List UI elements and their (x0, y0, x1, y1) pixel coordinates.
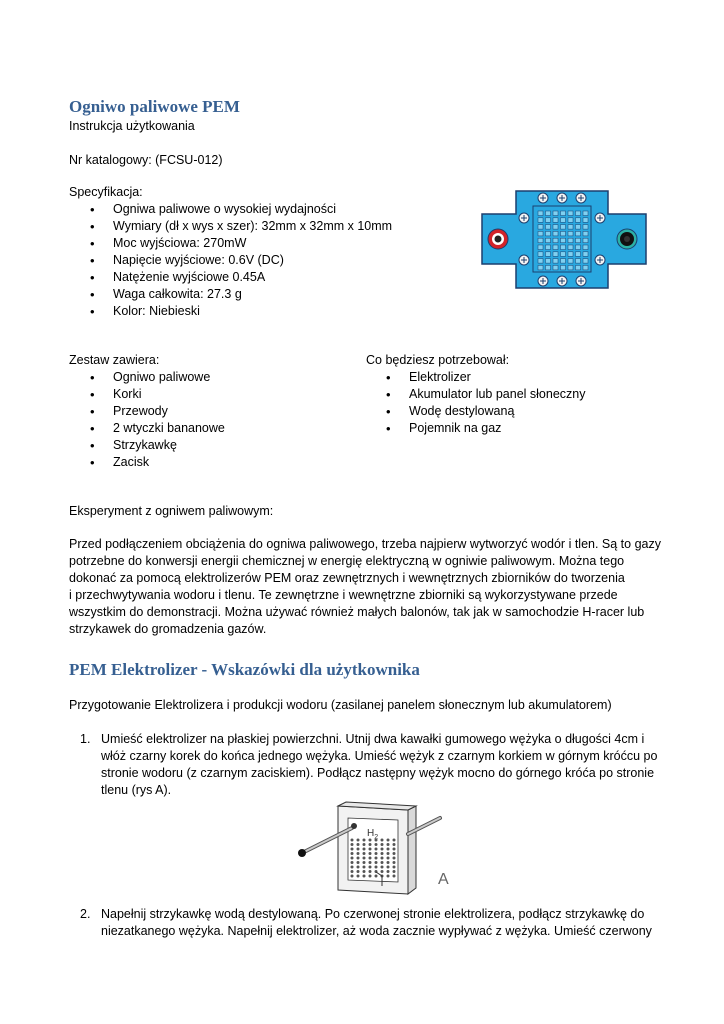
paragraph-line: Przed podłączeniem obciążenia do ogniwa paliwowego, trzeba najpierw wytworzyć wodór i tlen. Są to gazy (69, 537, 661, 551)
paragraph-line: wszystkim do demonstracji. Można używać również małych balonów, tak jak w samochodzie H-racer lub (69, 605, 645, 619)
list-item: • Korki (90, 386, 225, 403)
spec-heading: Specyfikacja: (69, 185, 143, 199)
list-item: • Napięcie wyjściowe: 0.6V (DC) (90, 252, 392, 269)
list-item: • Wymiary (dł x wys x szer): 32mm x 32mm x 10mm (90, 218, 392, 235)
experiment-heading: Eksperyment z ogniwem paliwowym: (69, 504, 274, 518)
catalog-number: Nr katalogowy: (FCSU-012) (69, 153, 223, 167)
paragraph-line: Napełnij strzykawkę wodą destylowaną. Po czerwonej stronie elektrolizera, podłącz strzykawkę do (101, 907, 645, 921)
experiment-paragraph (69, 536, 661, 638)
h2-label: H (367, 828, 375, 839)
list-item: • Ogniwa paliwowe o wysokiej wydajności (90, 201, 392, 218)
paragraph-line: Umieść elektrolizer na płaskiej powierzchni. Utnij dwa kawałki gumowego wężyka o długości 4cm i (101, 732, 645, 746)
paragraph-line: i przechwytywania wodoru i tlenu. Te zewnętrzne i wewnętrzne zbiorniki są wykorzystywane przede (69, 588, 618, 602)
list-item: • Strzykawkę (90, 437, 225, 454)
figure-label: A (438, 871, 449, 888)
paragraph-line: potrzebne do konwersji energii chemicznej w energię elektryczną w ogniwie paliwowym. Można tego (69, 554, 625, 568)
list-item: • Kolor: Niebieski (90, 303, 392, 320)
flow-grid (538, 211, 588, 270)
list-item: • Pojemnik na gaz (386, 420, 586, 437)
paragraph-line: dokonać za pomocą elektrolizerów PEM oraz zewnętrznych i wewnętrznych zbiorników do tworzenia (69, 571, 625, 585)
paragraph-line: włóż czarny korek do końca jednego wężyka. Umieść wężyk z czarnym korkiem w górnym króćcu po (101, 749, 658, 763)
list-item: • 2 wtyczki bananowe (90, 420, 225, 437)
need-list (386, 369, 586, 437)
step-1-text (101, 731, 657, 799)
list-item: • Akumulator lub panel słoneczny (386, 386, 586, 403)
list-item: • Waga całkowita: 27.3 g (90, 286, 392, 303)
section-title: PEM Elektrolizer - Wskazówki dla użytkownika (69, 660, 420, 679)
paragraph-line: strzykawek do gromadzenia gazów. (69, 622, 267, 636)
electrolyzer-figure (290, 798, 460, 902)
list-item: • Przewody (90, 403, 225, 420)
subtitle: Instrukcja użytkowania (69, 119, 195, 133)
red-terminal-icon (488, 229, 508, 249)
black-plug-icon (298, 849, 306, 857)
fuel-cell-illustration (480, 189, 648, 291)
need-heading: Co będziesz potrzebował: (366, 353, 510, 367)
paragraph-line: stronie wodoru (z czarnym zaciskiem). Podłącz następny wężyk mocno do górnego króća po stronie (101, 766, 655, 780)
list-item: • Zacisk (90, 454, 225, 471)
step-number: 1. (80, 732, 91, 746)
kit-list (90, 369, 225, 471)
paragraph-line: niezatkanego wężyka. Napełnij elektrolizer, aż woda zacznie wypływać z wężyka. Umieść czerwony (101, 924, 652, 938)
list-item: • Wodę destylowaną (386, 403, 586, 420)
step-2-text (101, 906, 652, 940)
list-item: • Elektrolizer (386, 369, 586, 386)
black-terminal-icon (617, 229, 637, 249)
h2-subscript: 2 (374, 834, 379, 841)
list-item: • Natężenie wyjściowe 0.45A (90, 269, 392, 286)
paragraph-line: tlenu (rys A). (101, 783, 172, 797)
kit-heading: Zestaw zawiera: (69, 353, 160, 367)
step-number: 2. (80, 907, 91, 921)
spec-list (90, 201, 392, 320)
page-title: Ogniwo paliwowe PEM (69, 97, 240, 116)
list-item: • Moc wyjściowa: 270mW (90, 235, 392, 252)
prep-text: Przygotowanie Elektrolizera i produkcji wodoru (zasilanej panelem słonecznym lub akumulatorem) (69, 698, 612, 712)
list-item: • Ogniwo paliwowe (90, 369, 225, 386)
